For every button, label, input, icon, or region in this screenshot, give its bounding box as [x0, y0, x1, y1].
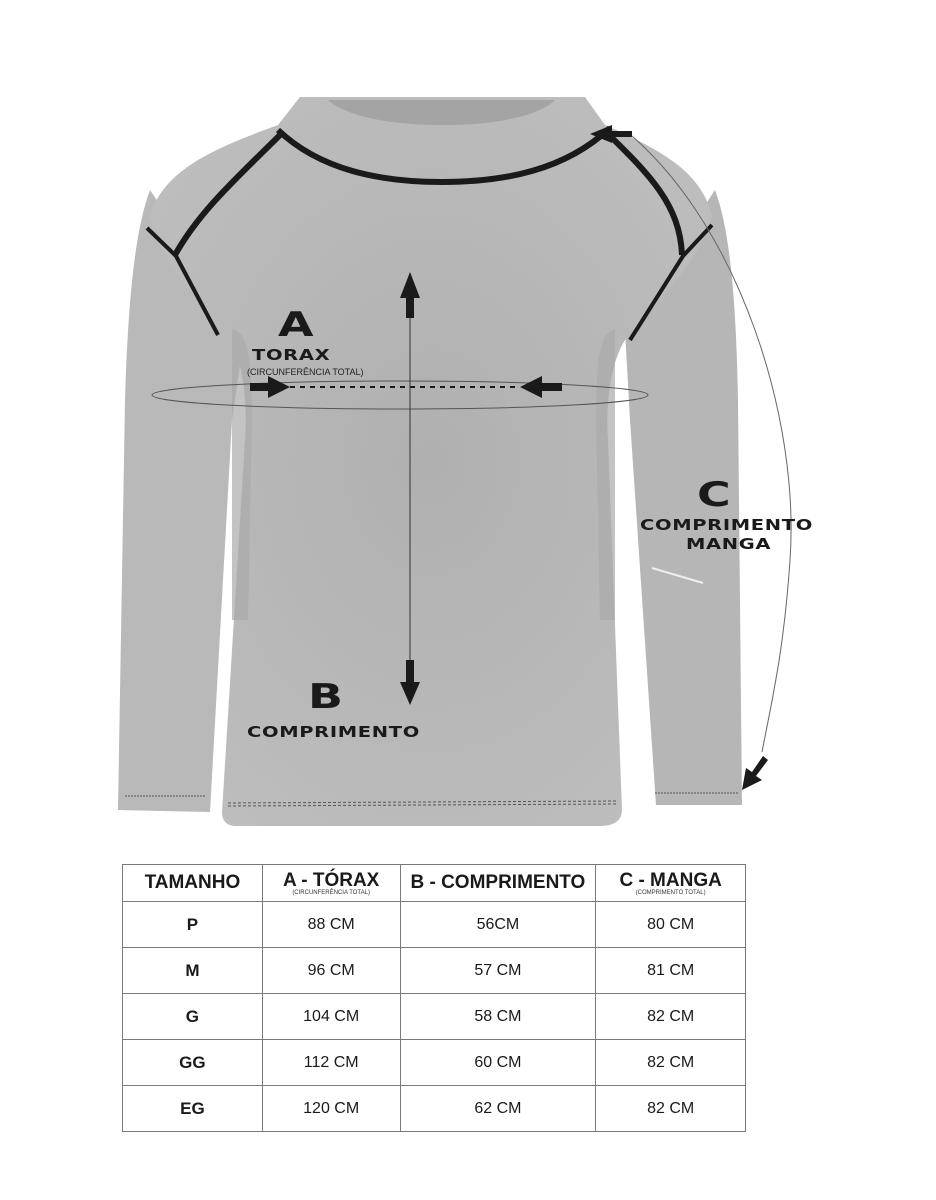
label-a-title: TORAX — [252, 346, 331, 364]
table-row — [123, 1086, 746, 1132]
cell-torax: 104 CM — [262, 994, 400, 1040]
header-tamanho: TAMANHO — [123, 865, 263, 902]
cell-manga: 82 CM — [596, 1086, 746, 1132]
cell-comprimento: 62 CM — [400, 1086, 596, 1132]
cell-torax: 120 CM — [262, 1086, 400, 1132]
cell-manga: 80 CM — [596, 902, 746, 948]
cell-size: GG — [123, 1040, 263, 1086]
table-row — [123, 948, 746, 994]
header-manga: C - MANGA (COMPRIMENTO TOTAL) — [596, 865, 746, 902]
header-torax: A - TÓRAX (CIRCUNFERÊNCIA TOTAL) — [262, 865, 400, 902]
label-b-title: COMPRIMENTO — [247, 723, 420, 741]
arrow-down-left-icon — [742, 756, 768, 790]
cell-manga: 82 CM — [596, 1040, 746, 1086]
label-a-subtitle: (CIRCUNFERÊNCIA TOTAL) — [247, 367, 364, 377]
cell-size: M — [123, 948, 263, 994]
cell-comprimento: 58 CM — [400, 994, 596, 1040]
table-header-row — [123, 865, 746, 902]
table-row — [123, 1040, 746, 1086]
label-b-letter: B — [308, 677, 345, 717]
cell-manga: 82 CM — [596, 994, 746, 1040]
header-comprimento: B - COMPRIMENTO — [400, 865, 596, 902]
label-a-letter: A — [278, 305, 315, 345]
label-c-letter: C — [697, 475, 733, 515]
cell-comprimento: 56CM — [400, 902, 596, 948]
cell-comprimento: 60 CM — [400, 1040, 596, 1086]
cell-size: P — [123, 902, 263, 948]
size-chart-table — [122, 864, 746, 1132]
table-row — [123, 994, 746, 1040]
cell-torax: 88 CM — [262, 902, 400, 948]
cell-size: G — [123, 994, 263, 1040]
label-c-title-line1: COMPRIMENTO — [640, 516, 813, 534]
label-c-title-line2: MANGA — [686, 535, 772, 553]
cell-size: EG — [123, 1086, 263, 1132]
table-row — [123, 902, 746, 948]
cell-torax: 112 CM — [262, 1040, 400, 1086]
cell-manga: 81 CM — [596, 948, 746, 994]
cell-comprimento: 57 CM — [400, 948, 596, 994]
cell-torax: 96 CM — [262, 948, 400, 994]
